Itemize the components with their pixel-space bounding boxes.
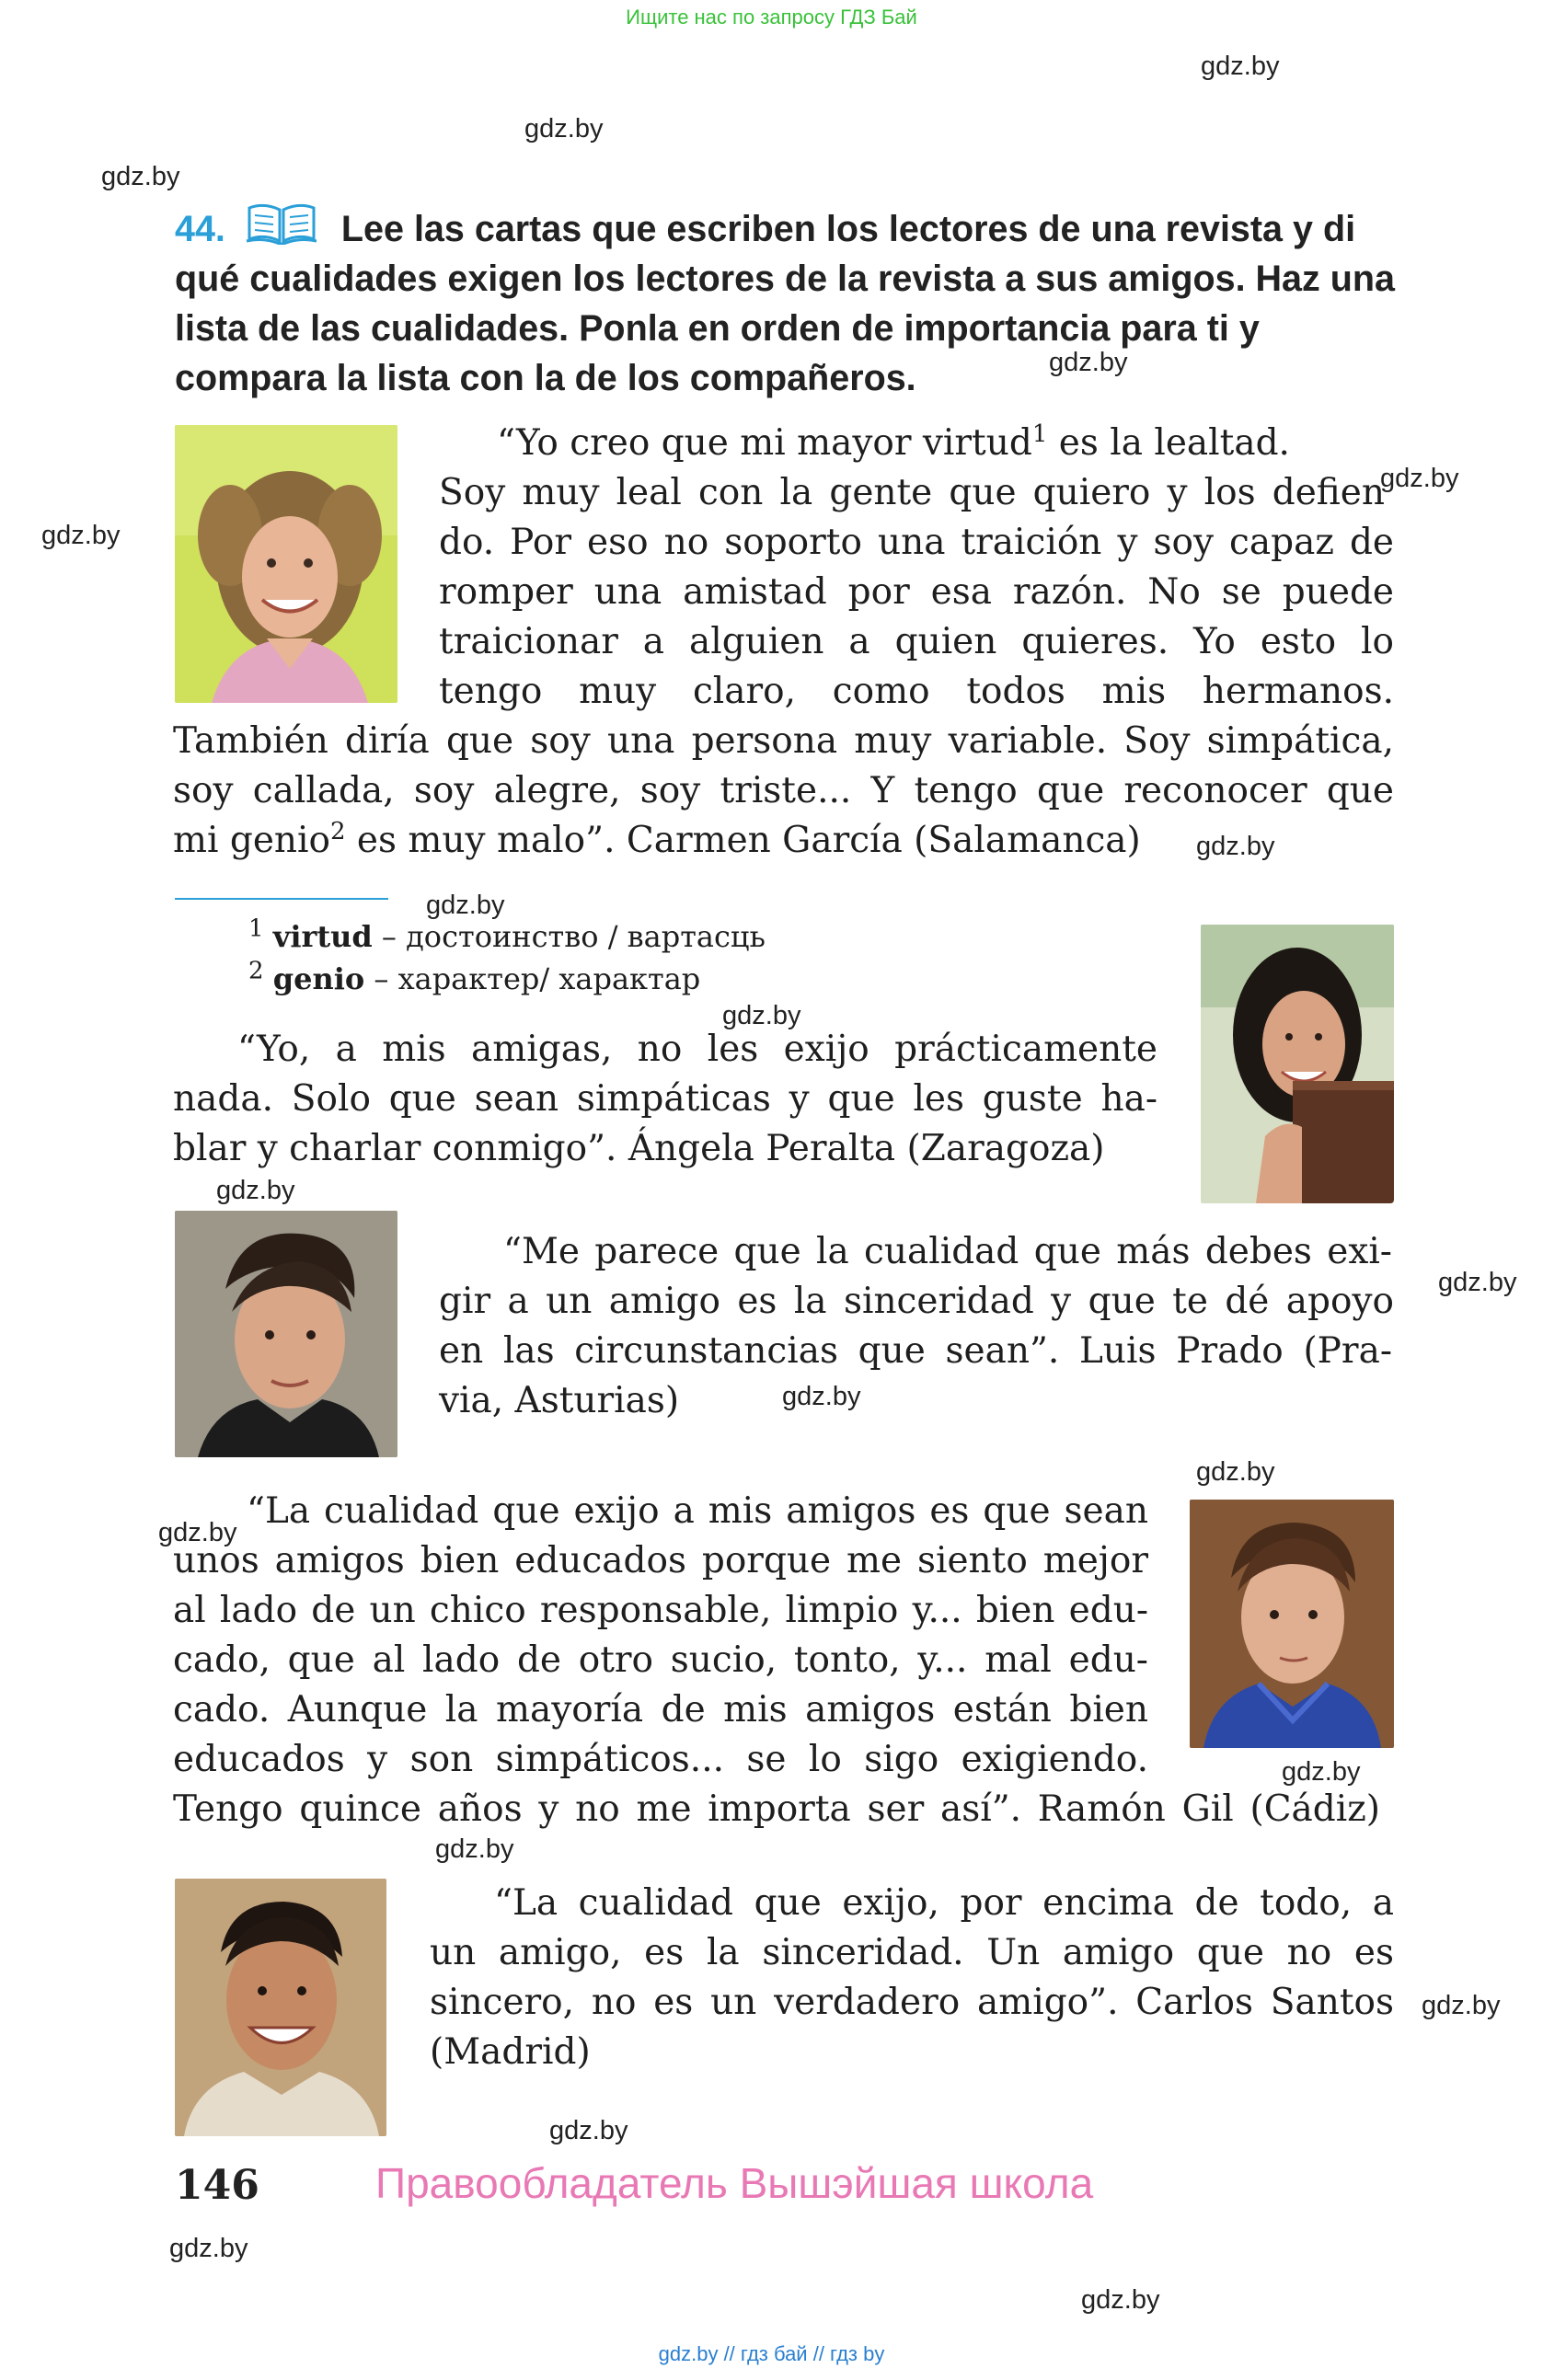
watermark: gdz.by — [435, 1834, 514, 1864]
letter-ramon-line: al lado de un chico responsable, limpio y... bien edu- — [173, 1590, 1148, 1631]
copyright-notice: Правообладатель Вышэйшая школа — [375, 2159, 1094, 2207]
footnote-divider — [175, 898, 388, 900]
page-number: 146 — [175, 2162, 259, 2209]
task-number: 44. — [175, 209, 225, 249]
letter-carmen-line: soy callada, soy alegre, soy triste... Y tengo que reconocer que — [173, 770, 1394, 811]
watermark: gdz.by — [1282, 1757, 1361, 1787]
footer-links: gdz.by // гдз бай // гдз by — [658, 2342, 885, 2365]
letter-carlos-line: (Madrid) — [430, 2031, 591, 2073]
letter-ramon-line: cado, que al lado de otro sucio, tonto, y... mal edu- — [173, 1639, 1148, 1681]
watermark: gdz.by — [782, 1382, 861, 1411]
watermark: gdz.by — [524, 114, 604, 144]
letter-carlos-line: un amigo, es la sinceridad. Un amigo que no es — [430, 1932, 1394, 1973]
letter-carlos-line: sincero, no es un verdadero amigo”. Carlos Santos — [430, 1982, 1394, 2023]
watermark: gdz.by — [216, 1176, 295, 1205]
letter-carmen-line: Soy muy leal con la gente que quiero y los defien — [439, 472, 1385, 513]
letter-ramon-line: Tengo quince años y no me importa ser así”. Ramón Gil (Cádiz) — [173, 1788, 1380, 1830]
letter-angela-line: “Yo, a mis amigas, no les exijo prácticamente — [237, 1029, 1157, 1070]
watermark: gdz.by — [426, 891, 505, 920]
reading-book-icon — [246, 201, 317, 245]
footnote: $^2$ genio – характер/ характар — [248, 957, 701, 996]
watermark: gdz.by — [101, 162, 180, 191]
top-banner: Ищите нас по запросу ГДЗ Бай — [626, 6, 917, 29]
letter-ramon-line: educados y son simpáticos... se lo sigo exigiendo. — [173, 1739, 1148, 1780]
photo-carlos — [175, 1879, 386, 2136]
watermark: gdz.by — [1196, 832, 1275, 861]
letter-carmen-line: traicionar a alguien a quien quieres. Yo esto lo — [439, 621, 1394, 662]
watermark: gdz.by — [1049, 348, 1128, 377]
watermark: gdz.by — [1201, 52, 1280, 81]
letter-ramon-line: unos amigos bien educados porque me siento mejor — [173, 1540, 1148, 1581]
letter-carmen-line: “Yo creo que mi mayor virtud$^1$ es la lealtad. — [497, 420, 1290, 464]
watermark: gdz.by — [1380, 464, 1459, 493]
watermark: gdz.by — [1422, 1991, 1501, 2020]
letter-carmen-line: mi genio$^2$ es muy malo”. Carmen García (Salamanca) — [173, 818, 1141, 861]
watermark: gdz.by — [169, 2234, 248, 2263]
letter-luis-line: gir a un amigo es la sinceridad y que te dé apoyo — [439, 1281, 1394, 1322]
watermark: gdz.by — [1196, 1457, 1275, 1487]
footnote: $^1$ virtud – достоинство / вартасць — [248, 914, 766, 954]
watermark: gdz.by — [722, 1001, 801, 1030]
photo-ramon — [1190, 1500, 1394, 1748]
watermark: gdz.by — [41, 521, 121, 550]
task-instruction — [175, 201, 1403, 403]
letter-luis-line: via, Asturias) — [439, 1380, 680, 1421]
letter-ramon-line: “La cualidad que exijo a mis amigos es que sean — [247, 1490, 1148, 1532]
photo-angela — [1201, 925, 1394, 1203]
task-text: Lee las cartas que escriben los lectores de una revista y di qué cualidades exigen los lectores de la revista a sus amigos. Haz una lista de las cualidades. Ponla en orden de importancia para ti y compara la lista con la de los compañeros. — [175, 209, 1395, 398]
letter-carlos-line: “La cualidad que exijo, por encima de todo, a — [494, 1882, 1394, 1924]
watermark: gdz.by — [1438, 1268, 1517, 1297]
photo-carmen — [175, 425, 397, 703]
watermark: gdz.by — [549, 2116, 628, 2145]
letter-carmen-line: do. Por eso no soporto una traición y soy capaz de — [439, 522, 1394, 563]
letter-luis-line: “Me parece que la cualidad que más debes exi- — [503, 1231, 1392, 1272]
watermark: gdz.by — [1081, 2285, 1160, 2315]
letter-carmen-line: romper una amistad por esa razón. No se puede — [439, 571, 1394, 613]
photo-luis — [175, 1211, 397, 1457]
letter-angela-line: nada. Solo que sean simpáticas y que les guste ha- — [173, 1078, 1157, 1120]
letter-angela-line: blar y charlar conmigo”. Ángela Peralta (Zaragoza) — [173, 1128, 1105, 1169]
watermark: gdz.by — [158, 1518, 237, 1547]
letter-carmen-line: También diría que soy una persona muy variable. Soy simpática, — [173, 720, 1394, 762]
letter-carmen-line: tengo muy claro, como todos mis hermanos. — [439, 671, 1394, 712]
letter-luis-line: en las circunstancias que sean”. Luis Prado (Pra- — [439, 1330, 1392, 1372]
letter-ramon-line: cado. Aunque la mayoría de mis amigos están bien — [173, 1689, 1148, 1730]
